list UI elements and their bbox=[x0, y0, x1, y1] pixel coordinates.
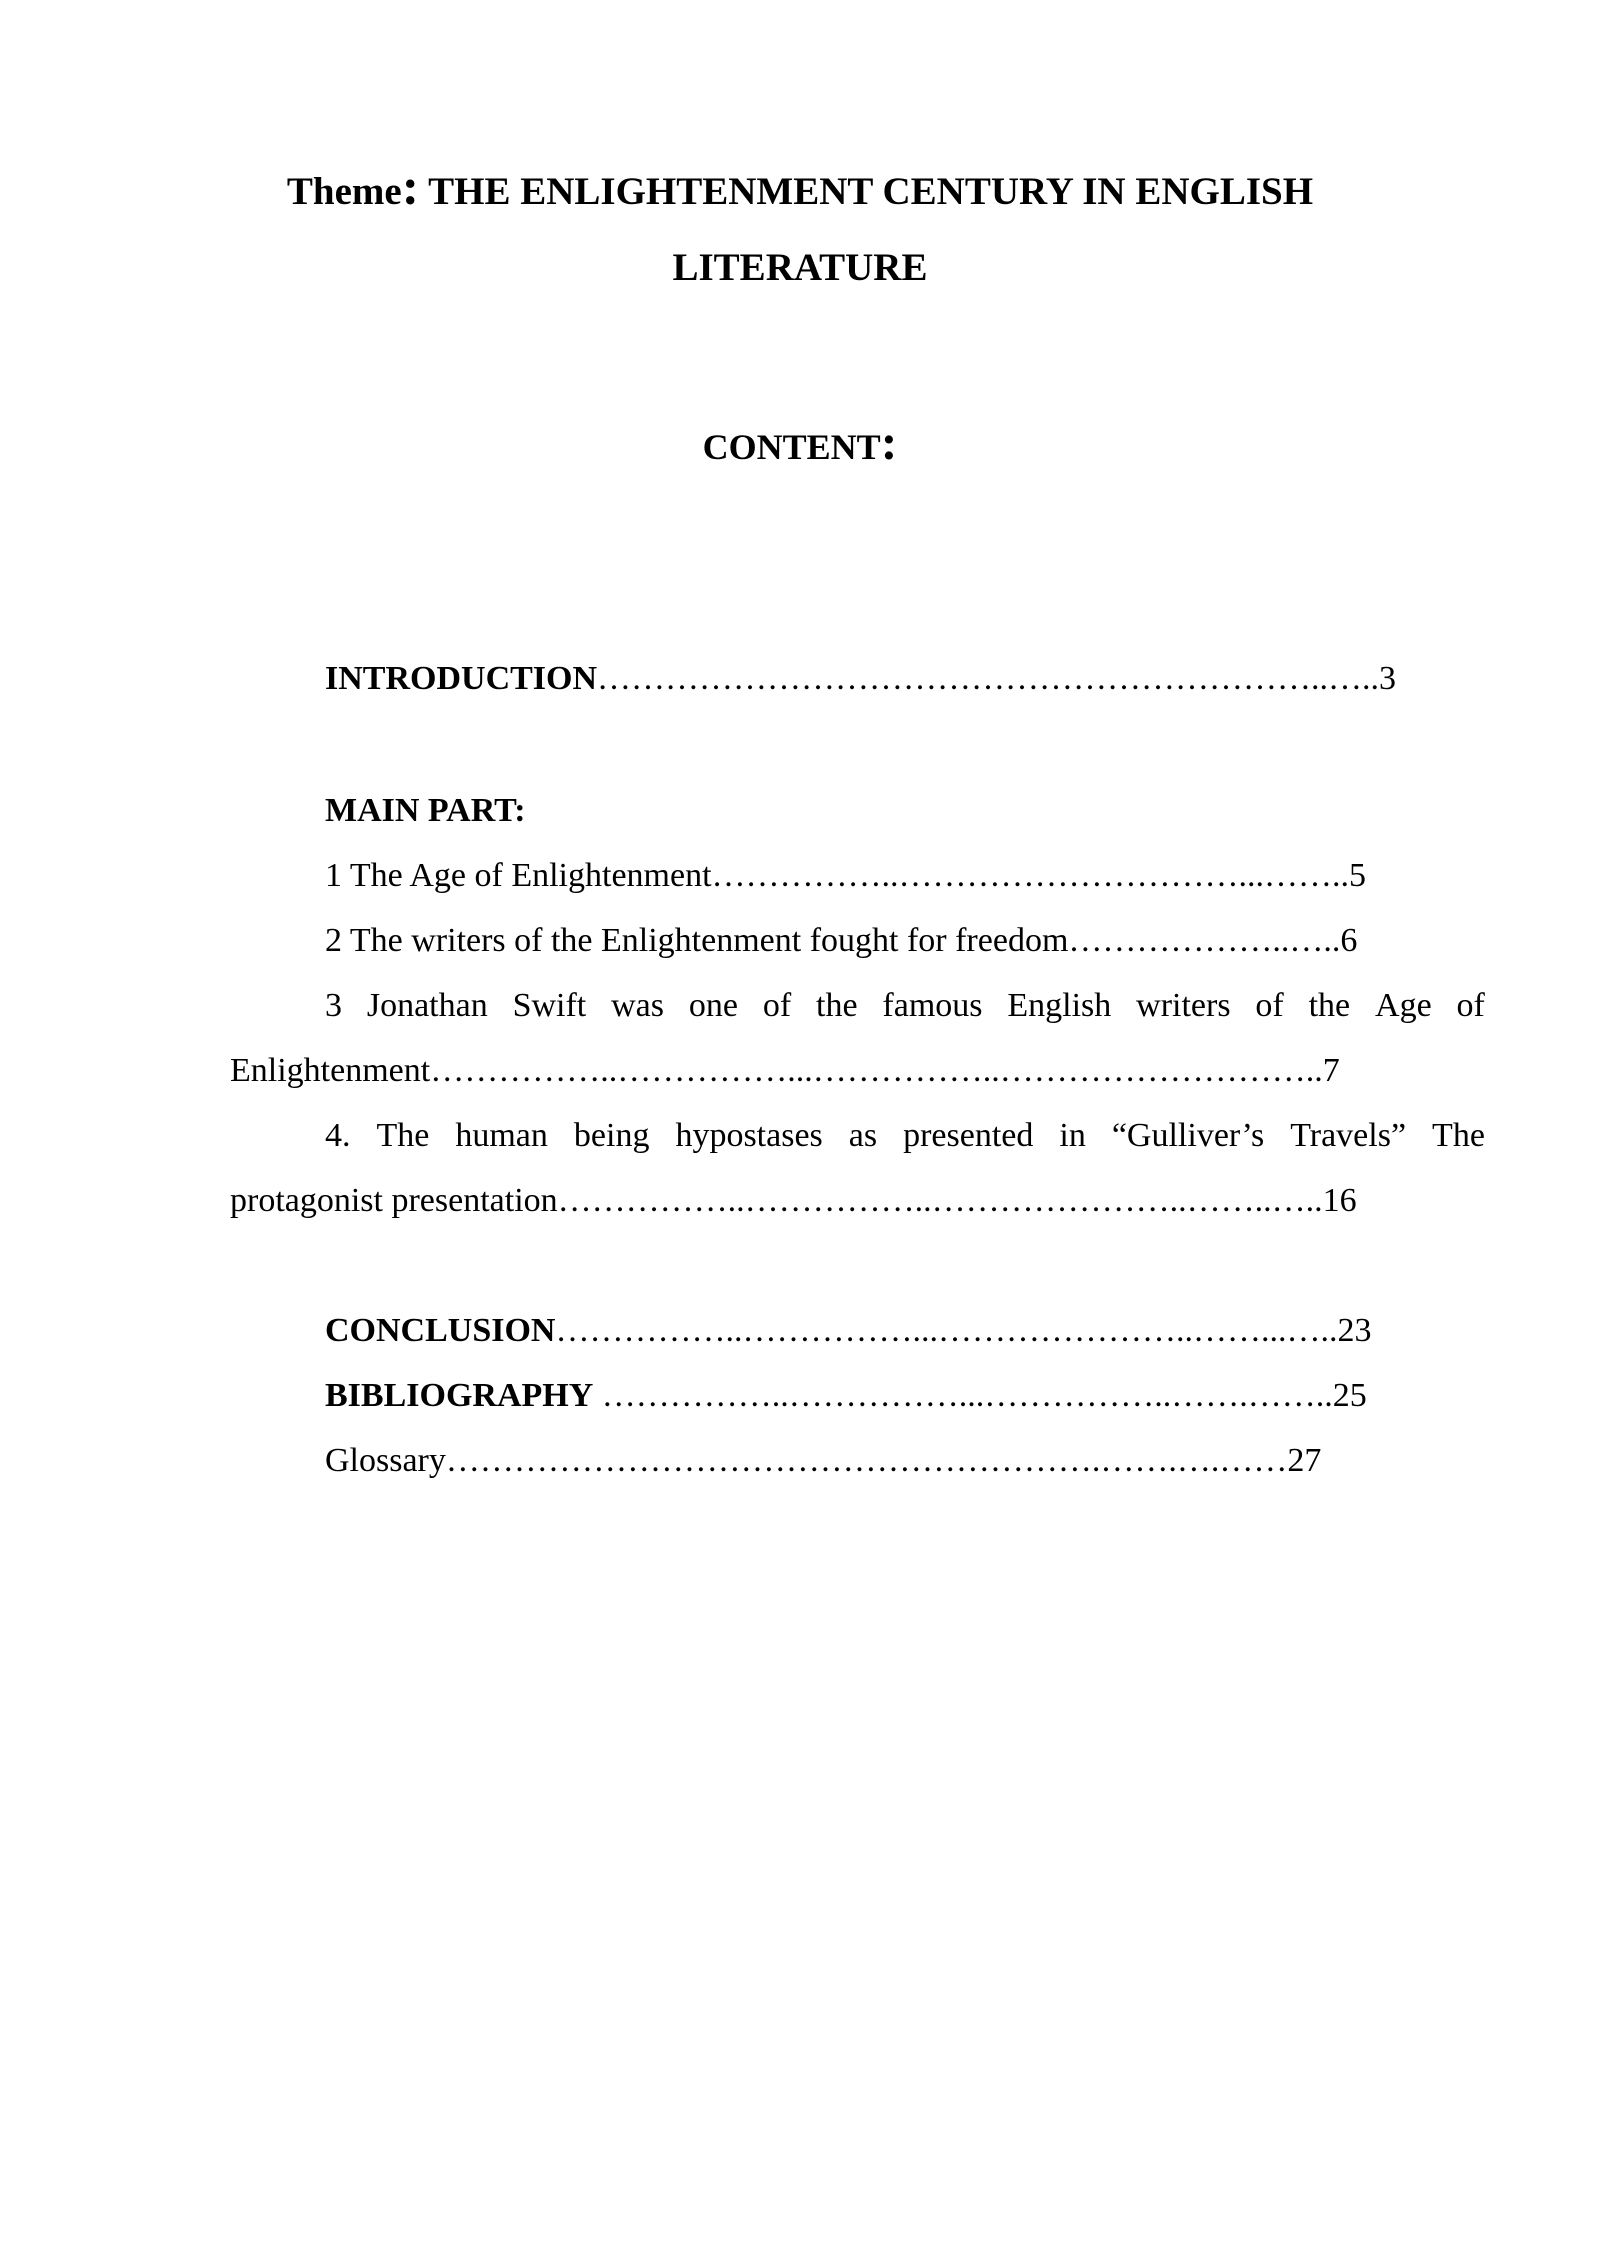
theme-colon: : bbox=[401, 159, 420, 216]
title-line-2: LITERATURE bbox=[672, 246, 928, 289]
toc-entry-item-4-line-1 bbox=[325, 1111, 1485, 1161]
toc-word: writers bbox=[1136, 987, 1231, 1024]
toc-label-introduction: INTRODUCTION bbox=[325, 660, 598, 697]
toc-label-item-2: 2 The writers of the Enlightenment fought for freedom bbox=[325, 922, 1069, 959]
toc-leader-dots: ……………..……………...…………………..……...….. bbox=[555, 1312, 1338, 1349]
toc-entry-item-1 bbox=[325, 851, 1366, 901]
toc-label-item-3-cont: Enlightenment bbox=[230, 1052, 431, 1089]
toc-main-part-heading: MAIN PART: bbox=[325, 792, 526, 829]
toc-leader-dots: ……………..……………..…………………..……..….. bbox=[557, 1182, 1323, 1219]
toc-word: Age bbox=[1375, 987, 1432, 1024]
toc-label-item-4-cont: protagonist presentation bbox=[230, 1182, 558, 1219]
toc-leader-dots: ……………..……………...……………..…….…….. bbox=[593, 1377, 1333, 1414]
toc-word: the bbox=[816, 987, 858, 1024]
toc-word: of bbox=[1255, 987, 1284, 1024]
toc-word: The bbox=[376, 1117, 430, 1154]
toc-page-number: 16 bbox=[1322, 1182, 1357, 1219]
toc-word: human bbox=[455, 1117, 548, 1154]
toc-word: hypostases bbox=[675, 1117, 823, 1154]
toc-page-number: 7 bbox=[1322, 1052, 1340, 1089]
content-heading-text: CONTENT bbox=[702, 427, 881, 467]
toc-label-bibliography: BIBLIOGRAPHY bbox=[325, 1377, 594, 1414]
toc-leader-dots: ………………………………………………….…….….…… bbox=[445, 1442, 1288, 1479]
content-heading bbox=[0, 412, 1600, 477]
toc-word: “Gulliver’s bbox=[1111, 1117, 1265, 1154]
toc-word: being bbox=[573, 1117, 650, 1154]
toc-label-item-1: 1 The Age of Enlightenment bbox=[325, 857, 712, 894]
toc-word: the bbox=[1308, 987, 1351, 1024]
toc-page-number: 3 bbox=[1379, 660, 1397, 697]
toc-word: was bbox=[611, 987, 665, 1024]
toc-word: The bbox=[1432, 1117, 1485, 1154]
toc-entry-conclusion bbox=[325, 1306, 1371, 1356]
toc-leader-dots: ………………..….. bbox=[1068, 922, 1341, 959]
toc-word: 4. bbox=[325, 1117, 351, 1154]
toc-word: 3 bbox=[325, 987, 342, 1024]
toc-leader-dots: ………………………………………………………..….. bbox=[597, 660, 1380, 697]
toc-entry-introduction bbox=[325, 654, 1396, 704]
toc-page-number: 23 bbox=[1337, 1312, 1372, 1349]
toc-word: one bbox=[688, 987, 738, 1024]
toc-entry-item-3-line-2 bbox=[230, 1046, 1340, 1096]
toc-word: Jonathan bbox=[366, 987, 488, 1024]
toc-page-number: 6 bbox=[1340, 922, 1358, 959]
toc-word: English bbox=[1007, 987, 1112, 1024]
toc-entry-item-2 bbox=[325, 916, 1357, 966]
toc-word: as bbox=[848, 1117, 878, 1154]
toc-label-conclusion: CONCLUSION bbox=[325, 1312, 556, 1349]
toc-word: Swift bbox=[512, 987, 587, 1024]
toc-word: of bbox=[1456, 987, 1485, 1024]
toc-leader-dots: ……………..…………………………...…….. bbox=[711, 857, 1350, 894]
toc-entry-item-3-line-1 bbox=[325, 981, 1485, 1031]
content-heading-colon: : bbox=[880, 414, 898, 470]
title-line-1: THE ENLIGHTENMENT CENTURY IN ENGLISH bbox=[428, 170, 1314, 213]
toc-word: in bbox=[1059, 1117, 1086, 1154]
toc-entry-bibliography bbox=[325, 1371, 1367, 1421]
toc-label-glossary: Glossary bbox=[325, 1442, 446, 1479]
toc-page-number: 25 bbox=[1332, 1377, 1367, 1414]
toc-word: Travels” bbox=[1290, 1117, 1407, 1154]
toc-word: presented bbox=[903, 1117, 1034, 1154]
toc-page-number: 5 bbox=[1349, 857, 1367, 894]
toc-page-number: 27 bbox=[1287, 1442, 1322, 1479]
toc-word: famous bbox=[882, 987, 983, 1024]
document-title bbox=[0, 150, 1600, 306]
theme-label: Theme bbox=[286, 170, 402, 213]
toc-entry-item-4-line-2 bbox=[230, 1176, 1357, 1226]
toc-entry-glossary bbox=[325, 1436, 1321, 1486]
toc-leader-dots: ……………..……………...……………..……………………….. bbox=[430, 1052, 1323, 1089]
toc-word: of bbox=[762, 987, 792, 1024]
